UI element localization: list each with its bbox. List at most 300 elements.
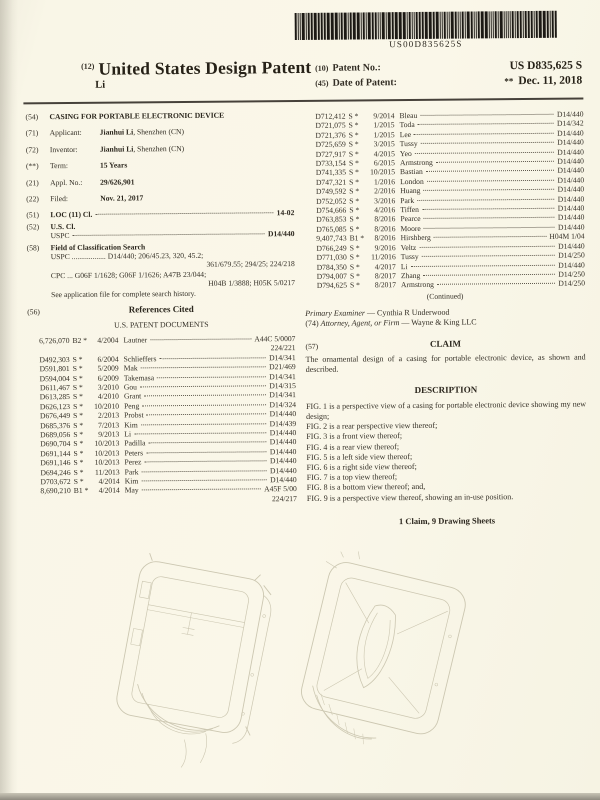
ref-kind-code: B1 * xyxy=(349,233,365,243)
search-history-note: See application file for complete search history. xyxy=(51,288,196,299)
ref-patent-number: D763,853 xyxy=(316,215,347,225)
applicant-name: Jianhui Li xyxy=(99,127,134,138)
barcode-bar xyxy=(330,13,333,40)
ref-inventor-name: Perez xyxy=(124,457,142,467)
ref-inventor-name: Huang xyxy=(400,186,421,196)
barcode-bar xyxy=(362,12,364,39)
ref-patent-number: D721,075 xyxy=(315,120,346,131)
ref-classification: D14/342 xyxy=(556,118,584,129)
ref-inventor-name: Kim xyxy=(124,419,138,430)
ref-classification: D14/440 xyxy=(557,222,585,232)
ref-date: 9/2014 xyxy=(373,111,395,121)
ref-classification: D14/440 xyxy=(557,203,585,213)
barcode-bar xyxy=(516,11,518,38)
barcode-bar xyxy=(421,12,423,39)
barcode-bar xyxy=(307,13,309,40)
uspc-search-line1: USPC .................. D14/440; 206/45.23, 320, 45.2; xyxy=(50,250,204,262)
ref-kind-code: S * xyxy=(348,139,359,149)
ref-inventor-name: Moore xyxy=(400,223,421,233)
dot-leader xyxy=(140,385,266,387)
classification-search-label: Field of Classification Search xyxy=(50,242,146,252)
ref-patent-number: D611,467 xyxy=(39,382,70,393)
ref-kind-code: S * xyxy=(73,429,84,439)
ref-date: 10/2013 xyxy=(94,448,120,458)
dot-leader xyxy=(142,489,261,491)
dot-leader xyxy=(418,123,554,125)
ref-kind-code: S * xyxy=(72,382,83,392)
barcode-bar xyxy=(387,12,390,39)
ref-kind-code: S * xyxy=(349,186,360,196)
barcode-bar xyxy=(511,11,513,38)
ref-inventor-name: Grant xyxy=(123,391,142,401)
barcode-bar xyxy=(338,13,339,40)
ref-inventor-name: Veltz xyxy=(400,242,417,252)
ref-kind-code: S * xyxy=(348,130,359,140)
ref-kind-code: S * xyxy=(348,111,359,121)
ref-inventor-name: Bastian xyxy=(399,167,423,177)
ref-patent-number: D765,085 xyxy=(316,224,347,234)
barcode xyxy=(287,11,565,40)
barcode-bar xyxy=(349,13,351,40)
ref-inventor-name: Lee xyxy=(399,129,412,139)
dot-leader xyxy=(159,357,266,359)
field-code: (58) xyxy=(26,242,40,253)
dash: — xyxy=(366,308,376,318)
ref-inventor-name: Zhang xyxy=(400,270,421,281)
inventor-surname: Li xyxy=(95,79,106,91)
ref-classification: D14/324 xyxy=(269,399,297,410)
figure-description-line: FIG. 3 is a front view thereof; xyxy=(306,431,403,442)
inventor-label: Inventor: xyxy=(49,144,78,154)
ref-date: 8/2016 xyxy=(374,233,396,243)
barcode-bar xyxy=(374,12,376,39)
ref-kind-code: S * xyxy=(349,177,360,187)
barcode-bar xyxy=(477,11,479,38)
dot-leader xyxy=(424,227,555,229)
ref-classification: D14/440 xyxy=(557,128,584,138)
dot-leader xyxy=(421,142,555,144)
patent-no-value: US D835,625 S xyxy=(509,59,583,73)
barcode-bar xyxy=(394,12,397,39)
right-column xyxy=(303,108,587,528)
filed-label: Filed: xyxy=(50,194,69,204)
primary-examiner-name: Cynthia R Underwood xyxy=(376,307,450,318)
ref-inventor-name: Tiffen xyxy=(400,205,419,215)
figure-description-line: FIG. 4 is a rear view thereof; xyxy=(306,441,400,452)
ref-date: 11/2016 xyxy=(371,252,396,262)
ref-classification: H04M 1/04 xyxy=(549,231,585,242)
ref-classification: D14/250 xyxy=(558,269,585,279)
us-cl-label: U.S. Cl. xyxy=(50,221,76,232)
ref-date: 6/2004 xyxy=(97,354,119,364)
ref-patent-number: D694,246 xyxy=(40,467,71,477)
ref-classification: D14/440 xyxy=(557,184,585,194)
ref-date: 5/2009 xyxy=(97,363,119,373)
ref-patent-number: D685,376 xyxy=(40,420,71,430)
figure-drawing-rear-perspective xyxy=(289,550,476,800)
ref-kind-code: B1 * xyxy=(73,486,89,496)
figure-description-line: FIG. 7 is a top view thereof; xyxy=(306,472,398,483)
ref-classification: D14/341 xyxy=(269,352,296,362)
field-code: (72) xyxy=(25,145,39,155)
inventor-line xyxy=(50,143,294,155)
dot-leader xyxy=(411,264,556,266)
ref-classification: D14/440 xyxy=(556,109,584,119)
ref-date: 3/2010 xyxy=(97,382,119,392)
us-cl-block xyxy=(50,220,294,241)
ref-inventor-name: London xyxy=(400,176,424,186)
field-code: (52) xyxy=(26,222,40,232)
inventor-name: Jianhui Li xyxy=(99,144,134,154)
ref-date: 2/2013 xyxy=(97,410,120,420)
ref-kind-code: S * xyxy=(73,420,84,430)
term-label: Term: xyxy=(49,161,69,171)
ref-kind-code: S * xyxy=(349,271,360,281)
barcode-bar xyxy=(524,11,526,38)
term-line xyxy=(50,159,294,171)
continued-note: (Continued) xyxy=(426,291,464,301)
description-heading xyxy=(306,385,586,397)
barcode-bar xyxy=(484,11,487,38)
ref-kind-code: S * xyxy=(348,149,359,159)
ref-classification: D14/440 xyxy=(557,147,584,157)
patent-no-code: (10) xyxy=(315,63,329,73)
figure-description-line: FIG. 6 is a right side view thereof; xyxy=(306,461,417,472)
classification-search-block xyxy=(51,241,295,300)
ref-date: 9/2013 xyxy=(98,429,120,439)
barcode-bar xyxy=(519,11,521,38)
ref-patent-number: D754,666 xyxy=(316,205,347,215)
ref-inventor-name: Pearce xyxy=(400,214,421,224)
uspc-line xyxy=(51,229,295,241)
barcode-bar xyxy=(527,11,529,38)
barcode-bar xyxy=(334,13,337,40)
barcode-bar xyxy=(499,11,502,38)
references-cited-heading xyxy=(27,304,295,316)
barcode-bar xyxy=(494,11,496,38)
ref-patent-number: D591,801 xyxy=(39,364,70,374)
ref-patent-number: D794,007 xyxy=(316,271,347,281)
barcode-bar xyxy=(418,12,420,39)
ref-patent-number: D689,056 xyxy=(40,429,71,440)
ref-patent-number: D749,592 xyxy=(315,186,347,197)
field-title xyxy=(25,110,293,122)
ref-classification: D14/440 xyxy=(557,165,585,176)
appl-line xyxy=(50,176,294,188)
ref-kind-code: S * xyxy=(73,467,84,477)
attorney-firm-name: Wayne & King LLC xyxy=(411,316,477,327)
dot-leader xyxy=(148,442,266,444)
field-code: (**) xyxy=(25,161,39,171)
ref-classification: D14/341 xyxy=(269,390,296,400)
figure-drawing-front-perspective xyxy=(97,542,279,800)
casing-rear-outline xyxy=(289,550,472,759)
ref-classification: D14/440 xyxy=(269,465,297,475)
sheets-note: 1 Claim, 9 Drawing Sheets xyxy=(398,515,496,526)
field-appl-no xyxy=(26,176,294,188)
ref-inventor-name: Armstrong xyxy=(400,280,434,290)
applicant-label: Applicant: xyxy=(49,128,82,138)
barcode-bar xyxy=(424,12,427,39)
barcode-bar xyxy=(320,13,322,40)
barcode-bar xyxy=(480,11,483,38)
ref-kind-code: S * xyxy=(73,476,84,486)
barcode-bar xyxy=(356,12,359,39)
ref-patent-number: D691,146 xyxy=(40,458,71,468)
date-code: (45) xyxy=(315,78,329,88)
term-stars: ** xyxy=(504,76,514,87)
figure-description-line: FIG. 5 is a left side view thereof; xyxy=(306,451,413,462)
dot-leader xyxy=(422,208,555,210)
ref-patent-number: D784,350 xyxy=(316,262,347,272)
dot-leader xyxy=(419,245,555,247)
attorney-line xyxy=(305,316,585,328)
ref-classification: D14/440 xyxy=(557,212,585,223)
cpc-search-line2: H04B 1/3888; H05K 5/0217 xyxy=(208,278,296,289)
ref-patent-number: 8,690,210 xyxy=(40,486,71,496)
figure-description-line: FIG. 8 is a bottom view thereof; and, xyxy=(306,482,426,493)
invention-title: CASING FOR PORTABLE ELECTRONIC DEVICE xyxy=(49,110,225,122)
casing-front-outline xyxy=(106,552,279,779)
figure-description-line: FIG. 2 is a rear perspective view thereof; xyxy=(306,420,438,432)
dot-leader xyxy=(423,189,554,191)
cpc-search-line1: CPC ... G06F 1/1628; G06F 1/1626; A47B 23/044; xyxy=(50,269,207,281)
barcode-bar xyxy=(381,12,384,39)
scan-bottom-edge xyxy=(0,793,600,800)
ref-classification: A44C 5/0007 xyxy=(254,333,296,344)
ref-inventor-name: Takemasa xyxy=(123,372,155,383)
ref-kind-code: S * xyxy=(72,392,83,402)
ref-patent-number: D690,704 xyxy=(40,439,71,449)
dot-leader xyxy=(414,133,554,135)
ref-patent-number: D721,376 xyxy=(315,130,346,140)
dot-leader xyxy=(424,217,555,219)
barcode-bar xyxy=(546,11,548,38)
dot-leader xyxy=(427,180,555,182)
ref-classification: D14/250 xyxy=(558,278,586,289)
page-title: United States Design Patent xyxy=(98,56,312,79)
ref-classification: D14/440 xyxy=(558,241,585,251)
dot-leader xyxy=(157,376,266,378)
ref-date: 10/2015 xyxy=(370,167,396,177)
dot-leader xyxy=(437,283,556,285)
ref-inventor-name: Gou xyxy=(123,382,137,392)
figure-description-line: FIG. 9 is a perspective view thereof, showing an in-use position. xyxy=(306,491,514,503)
dot-leader xyxy=(417,198,555,200)
uspc-search-line2: 361/679.55; 294/25; 224/218 xyxy=(206,259,295,270)
dot-leader xyxy=(141,423,267,425)
ref-patent-number: D626,123 xyxy=(39,401,71,412)
barcode-block xyxy=(287,11,565,50)
ref-date: 8/2017 xyxy=(374,280,397,290)
ref-classification: D14/440 xyxy=(557,156,584,166)
barcode-text: US00D835625S xyxy=(389,38,463,50)
barcode-bar xyxy=(466,12,469,39)
barcode-bar xyxy=(326,13,329,40)
ref-date: 6/2015 xyxy=(373,158,395,168)
ref-date: 4/2015 xyxy=(373,148,395,158)
uspc-label: USPC xyxy=(50,231,70,241)
header-right-block xyxy=(315,60,582,92)
ref-kind-code: S * xyxy=(349,196,360,206)
ref-inventor-name: Tussy xyxy=(400,252,419,262)
barcode-bar xyxy=(538,11,541,38)
barcode-bar xyxy=(435,12,438,39)
ref-patent-number: D771,030 xyxy=(316,252,347,262)
ref-patent-number: D727,917 xyxy=(315,149,346,159)
dot-leader xyxy=(415,151,555,153)
field-loc xyxy=(26,208,294,220)
barcode-bar xyxy=(454,12,456,39)
ref-classification-continuation: 224/217 xyxy=(271,493,297,504)
barcode-bar xyxy=(371,12,373,39)
ref-patent-number: D492,303 xyxy=(39,354,70,364)
ref-date: 8/2016 xyxy=(374,214,396,224)
barcode-bar xyxy=(352,13,355,40)
ref-patent-number: 9,407,743 xyxy=(316,233,347,244)
ref-kind-code: S * xyxy=(349,243,360,253)
us-patent-documents-heading: U.S. PATENT DOCUMENTS xyxy=(114,319,209,330)
field-code: (22) xyxy=(26,194,39,204)
dot-leader xyxy=(73,234,265,237)
dot-leader xyxy=(147,413,267,415)
dot-leader xyxy=(134,432,267,434)
loc-line xyxy=(50,208,294,220)
dot-leader xyxy=(420,114,554,116)
ref-date: 1/2015 xyxy=(373,120,395,130)
barcode-bar xyxy=(367,12,370,39)
ref-patent-number: D741,335 xyxy=(315,168,347,178)
ref-date: 4/2017 xyxy=(374,261,396,271)
barcode-bar xyxy=(323,13,325,40)
primary-examiner-label: Primary Examiner xyxy=(305,308,366,319)
ref-inventor-name: Yeo xyxy=(399,148,412,158)
ref-date: 4/2004 xyxy=(97,335,119,345)
barcode-bar xyxy=(443,12,445,39)
ref-kind-code: S * xyxy=(349,224,360,234)
inventor-rest: , Shenzhen (CN) xyxy=(133,143,185,154)
barcode-bar xyxy=(461,12,463,39)
ref-kind-code: S * xyxy=(349,214,360,225)
ref-patent-number: D703,672 xyxy=(40,477,71,487)
ref-patent-number: 6,726,070 xyxy=(39,335,70,346)
ref-date: 10/2013 xyxy=(94,457,120,467)
barcode-bar xyxy=(398,12,401,39)
ref-inventor-name: Peters xyxy=(124,448,144,458)
ref-inventor-name: Hirshberg xyxy=(400,233,431,243)
barcode-bar xyxy=(343,13,346,40)
ref-patent-number: D691,144 xyxy=(40,448,71,459)
ref-patent-number: D613,285 xyxy=(39,392,71,402)
ref-date: 4/2016 xyxy=(374,205,396,215)
ref-patent-number: D752,052 xyxy=(316,196,347,206)
ref-inventor-name: Mak xyxy=(123,363,138,373)
ref-inventor-name: May xyxy=(124,485,139,495)
ref-kind-code: S * xyxy=(349,280,360,290)
references-list-right xyxy=(303,110,585,291)
ref-kind-code: S * xyxy=(73,448,84,458)
ref-classification: D14/440 xyxy=(269,446,297,457)
dot-leader xyxy=(150,338,251,340)
ref-classification: D14/440 xyxy=(269,409,297,419)
ref-classification: D14/439 xyxy=(269,418,297,428)
ref-patent-number: D594,004 xyxy=(39,373,70,383)
ref-date: 8/2016 xyxy=(374,224,396,234)
field-filed xyxy=(26,192,294,204)
ref-date: 3/2016 xyxy=(374,195,396,206)
appl-label: Appl. No.: xyxy=(50,177,83,187)
ref-classification: D14/440 xyxy=(269,428,297,438)
barcode-bar xyxy=(428,12,431,39)
ref-date: 1/2016 xyxy=(373,177,396,187)
ref-date: 8/2017 xyxy=(374,271,396,281)
field-code: (71) xyxy=(25,128,39,138)
field-code: (74) xyxy=(305,318,319,328)
ref-patent-number: D676,449 xyxy=(39,411,71,421)
ref-classification: D14/440 xyxy=(269,456,297,466)
ref-classification: D14/315 xyxy=(269,380,296,391)
ref-date: 11/2013 xyxy=(94,467,120,477)
field-classification-search xyxy=(27,241,295,300)
ref-inventor-name: Park xyxy=(124,467,139,477)
barcode-bar xyxy=(408,12,410,39)
ref-classification-continuation: 224/221 xyxy=(270,343,296,353)
barcode-bar xyxy=(530,11,532,38)
filed-line xyxy=(50,192,294,204)
dot-leader xyxy=(423,274,555,276)
ref-date: 1/2015 xyxy=(373,129,395,140)
ref-date: 9/2016 xyxy=(374,242,396,253)
barcode-bar xyxy=(313,13,316,40)
claim-heading xyxy=(305,338,585,350)
ref-classification: D14/440 xyxy=(557,175,585,185)
ref-kind-code: S * xyxy=(349,261,360,272)
ref-kind-code: S * xyxy=(73,401,84,411)
references-cited-label: References Cited xyxy=(128,304,194,315)
loc-value: 14-02 xyxy=(276,208,295,218)
date-value xyxy=(504,75,582,88)
dot-leader xyxy=(422,255,556,257)
ref-classification: D14/440 xyxy=(269,437,297,447)
ref-date: 3/2015 xyxy=(373,139,395,149)
ref-classification: D14/341 xyxy=(269,371,296,381)
barcode-bar xyxy=(402,12,405,39)
ref-kind-code: S * xyxy=(72,354,83,364)
ref-classification: D14/440 xyxy=(270,475,297,485)
ref-kind-code: S * xyxy=(72,373,83,383)
field-code: (56) xyxy=(27,307,40,317)
barcode-bar xyxy=(432,12,434,39)
header-rule xyxy=(23,98,583,105)
barcode-bar xyxy=(391,12,393,39)
figure-description-line: FIG. 1 is a perspective view of a casing for portable electronic device showing my new design; xyxy=(306,399,587,421)
barcode-bar xyxy=(301,13,304,40)
ref-inventor-name: Lautner xyxy=(123,335,148,345)
ref-patent-number: D712,412 xyxy=(315,111,346,121)
dash: — xyxy=(401,317,410,327)
ref-inventor-name: Armstrong xyxy=(399,157,433,168)
dot-leader xyxy=(144,395,266,397)
ref-inventor-name: Schlieffers xyxy=(123,353,157,364)
ref-classification: D14/250 xyxy=(558,250,585,260)
ref-kind-code: S * xyxy=(348,167,359,178)
barcode-bar xyxy=(450,12,453,39)
ref-inventor-name: Park xyxy=(400,195,415,205)
barcode-bar xyxy=(542,11,545,38)
date-label: Date of Patent: xyxy=(332,77,398,89)
ref-inventor-name: Li xyxy=(400,261,408,271)
loc-label: LOC (11) Cl. xyxy=(50,210,93,220)
